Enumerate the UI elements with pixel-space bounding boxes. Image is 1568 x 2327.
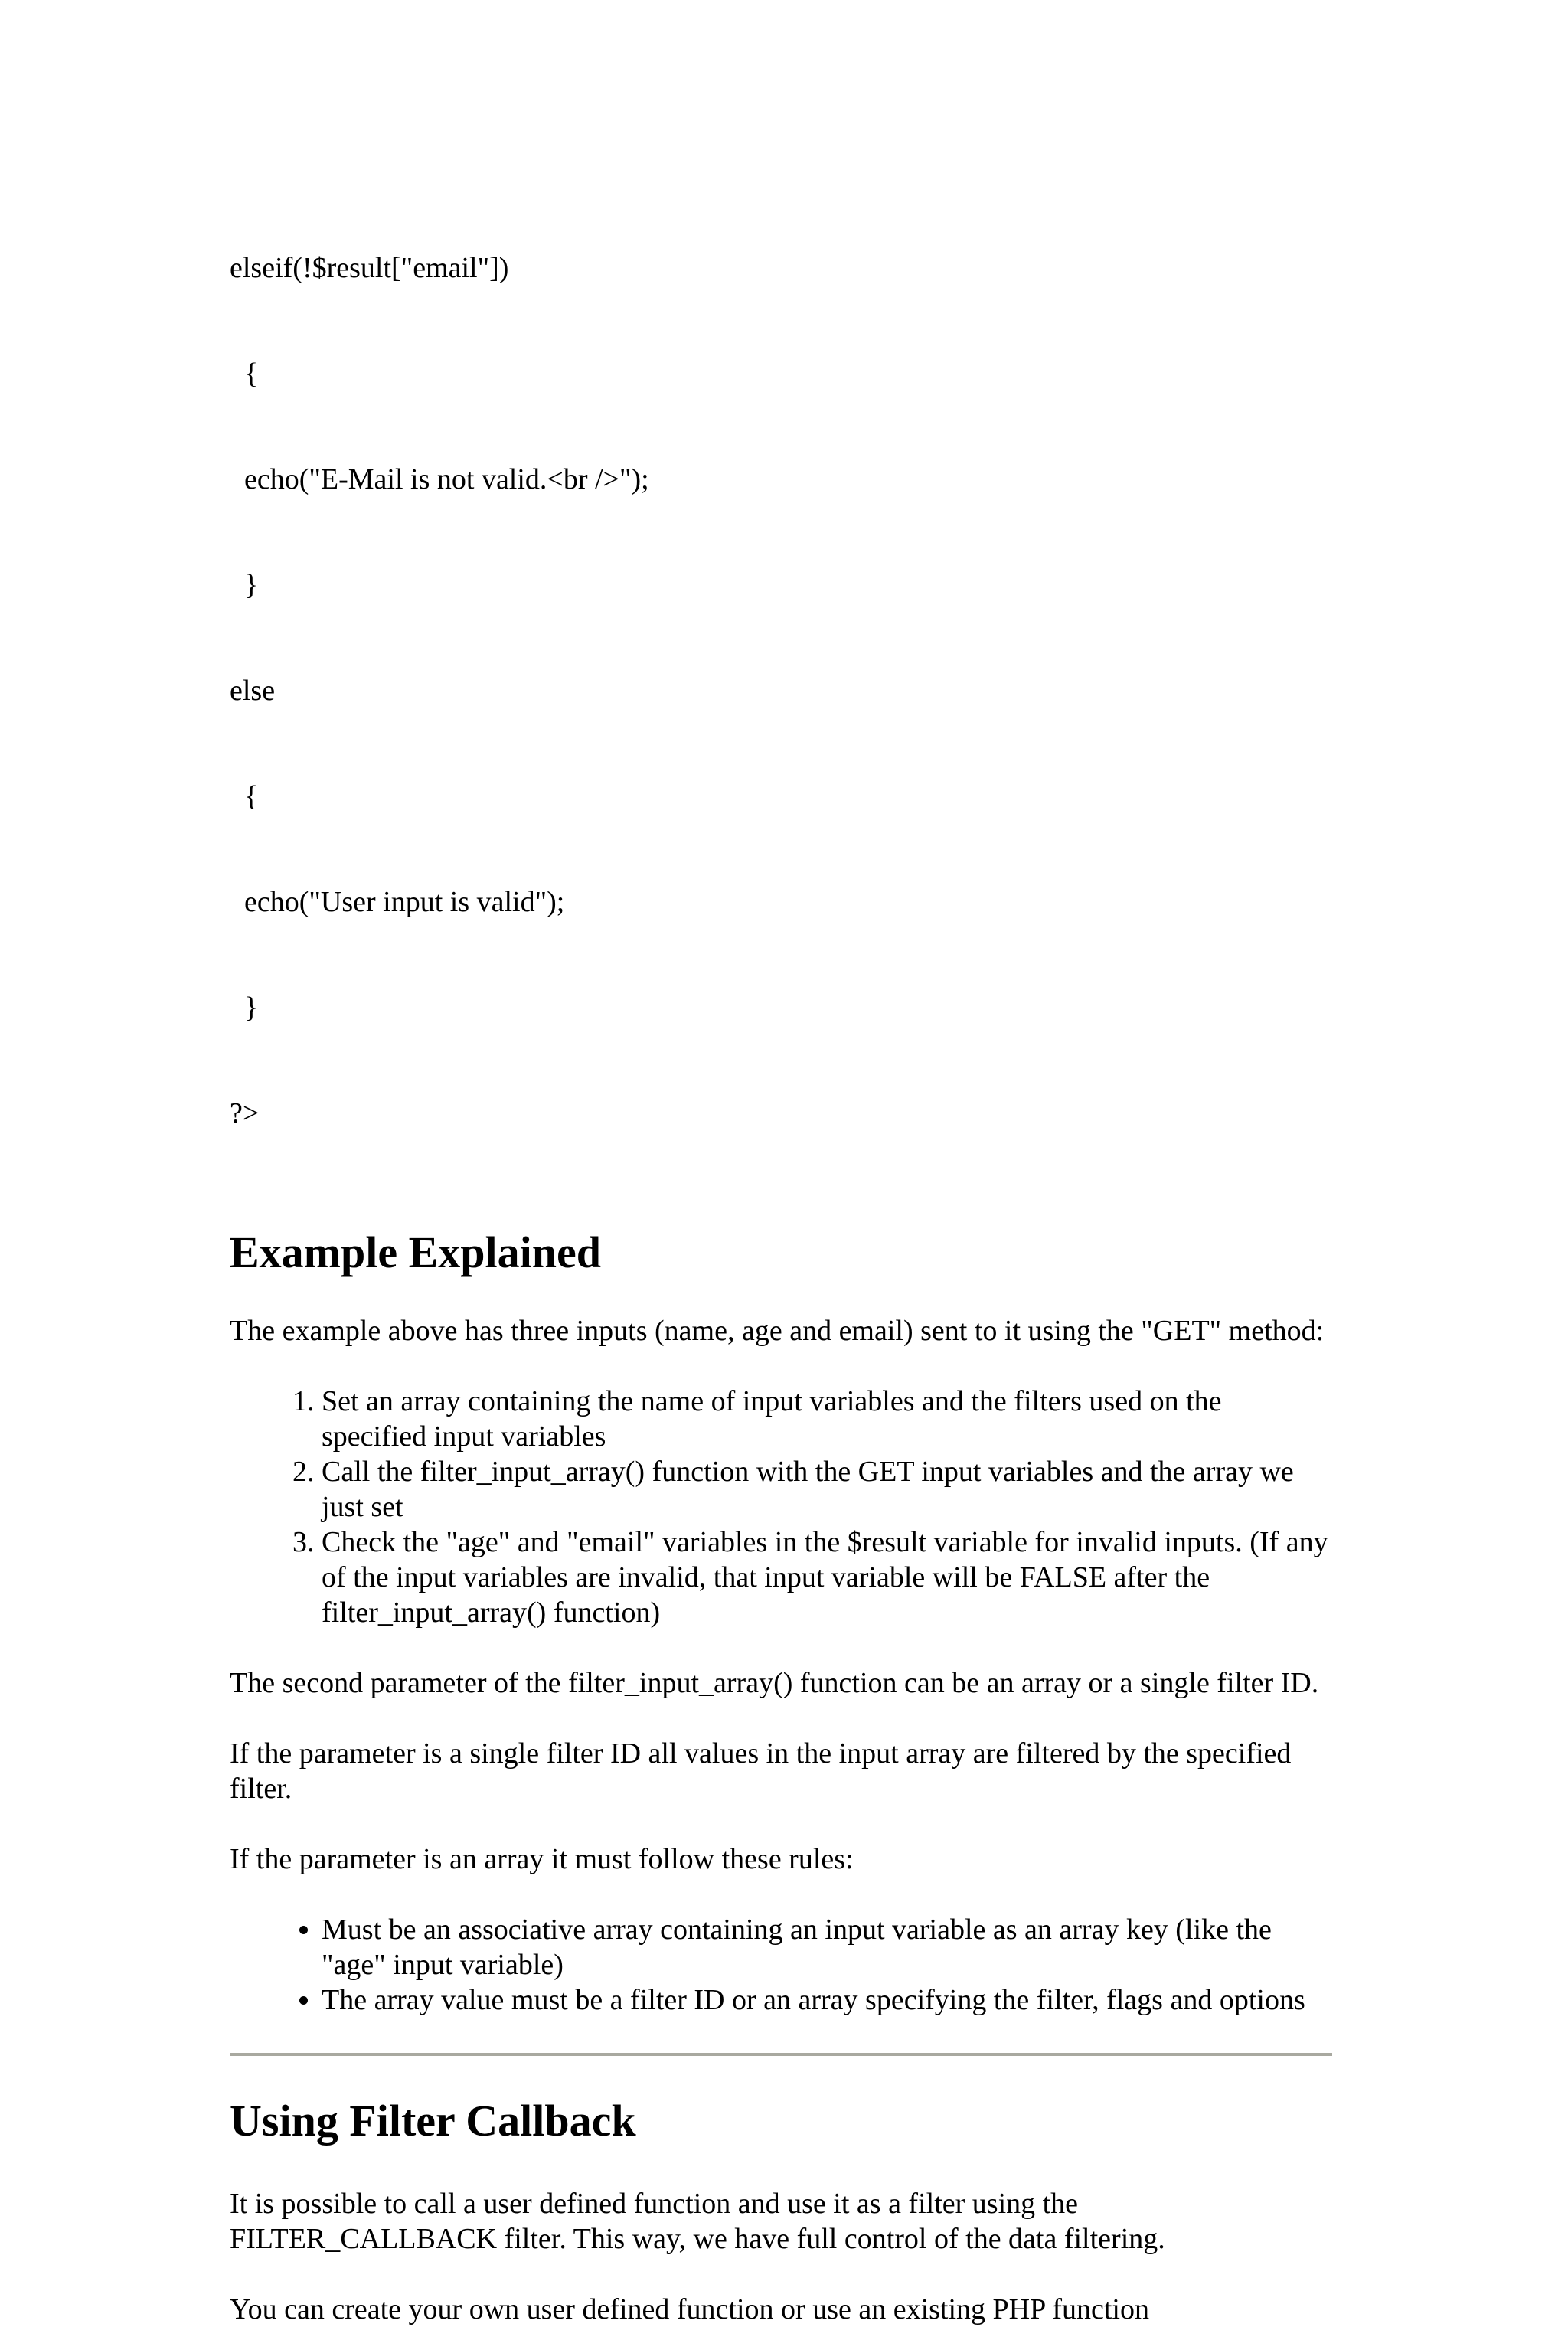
code-line: else [230,675,276,707]
paragraph-create-function: You can create your own user defined function or use an existing PHP function [230,2293,1149,2325]
code-line: } [230,569,259,601]
list-item: 2. Call the filter_input_array() function with the GET input variables and the array we just set [322,1454,1332,1525]
code-line: echo("E-Mail is not valid.<br />"); [230,463,649,495]
code-line: { [230,358,259,390]
steps-list [230,1384,1332,1630]
paragraph-intro: The example above has three inputs (name, age and email) sent to it using the "GET" method: [230,1315,1325,1347]
rules-list [230,1912,1332,2018]
code-line: { [230,780,259,812]
section-heading-example-explained: Example Explained [230,1227,602,1277]
code-line: echo("User input is valid"); [230,886,565,918]
document-content [230,180,1332,2327]
paragraph-single-filter-id: If the parameter is a single filter ID all values in the input array are filtered by the specified filter. [230,1737,1292,1805]
code-line: elseif(!$result["email"]) [230,252,509,284]
paragraph-second-parameter: The second parameter of the filter_input_array() function can be an array or a single filter ID. [230,1667,1319,1699]
horizontal-divider [230,2053,1332,2056]
paragraph-array-rules: If the parameter is an array it must follow these rules: [230,1843,854,1875]
list-item: • The array value must be a filter ID or an array specifying the filter, flags and options [322,1982,1332,2018]
code-line: } [230,992,259,1024]
list-item: 1. Set an array containing the name of input variables and the filters used on the specified input variables [322,1384,1332,1454]
paragraph-callback-intro: It is possible to call a user defined function and use it as a filter using the FILTER_CALLBACK filter. This way, we have full control of the data filtering. [230,2188,1165,2255]
code-block [230,180,1332,1201]
section-heading-filter-callback: Using Filter Callback [230,2096,636,2146]
code-line: ?> [230,1097,260,1129]
list-item: • Must be an associative array containing an input variable as an array key (like the "age" input variable) [322,1912,1332,1982]
list-item: 3. Check the "age" and "email" variables in the $result variable for invalid inputs. (If any of the input variables are invalid, that input variable will be FALSE after the filter_input_array() function) [322,1525,1332,1630]
